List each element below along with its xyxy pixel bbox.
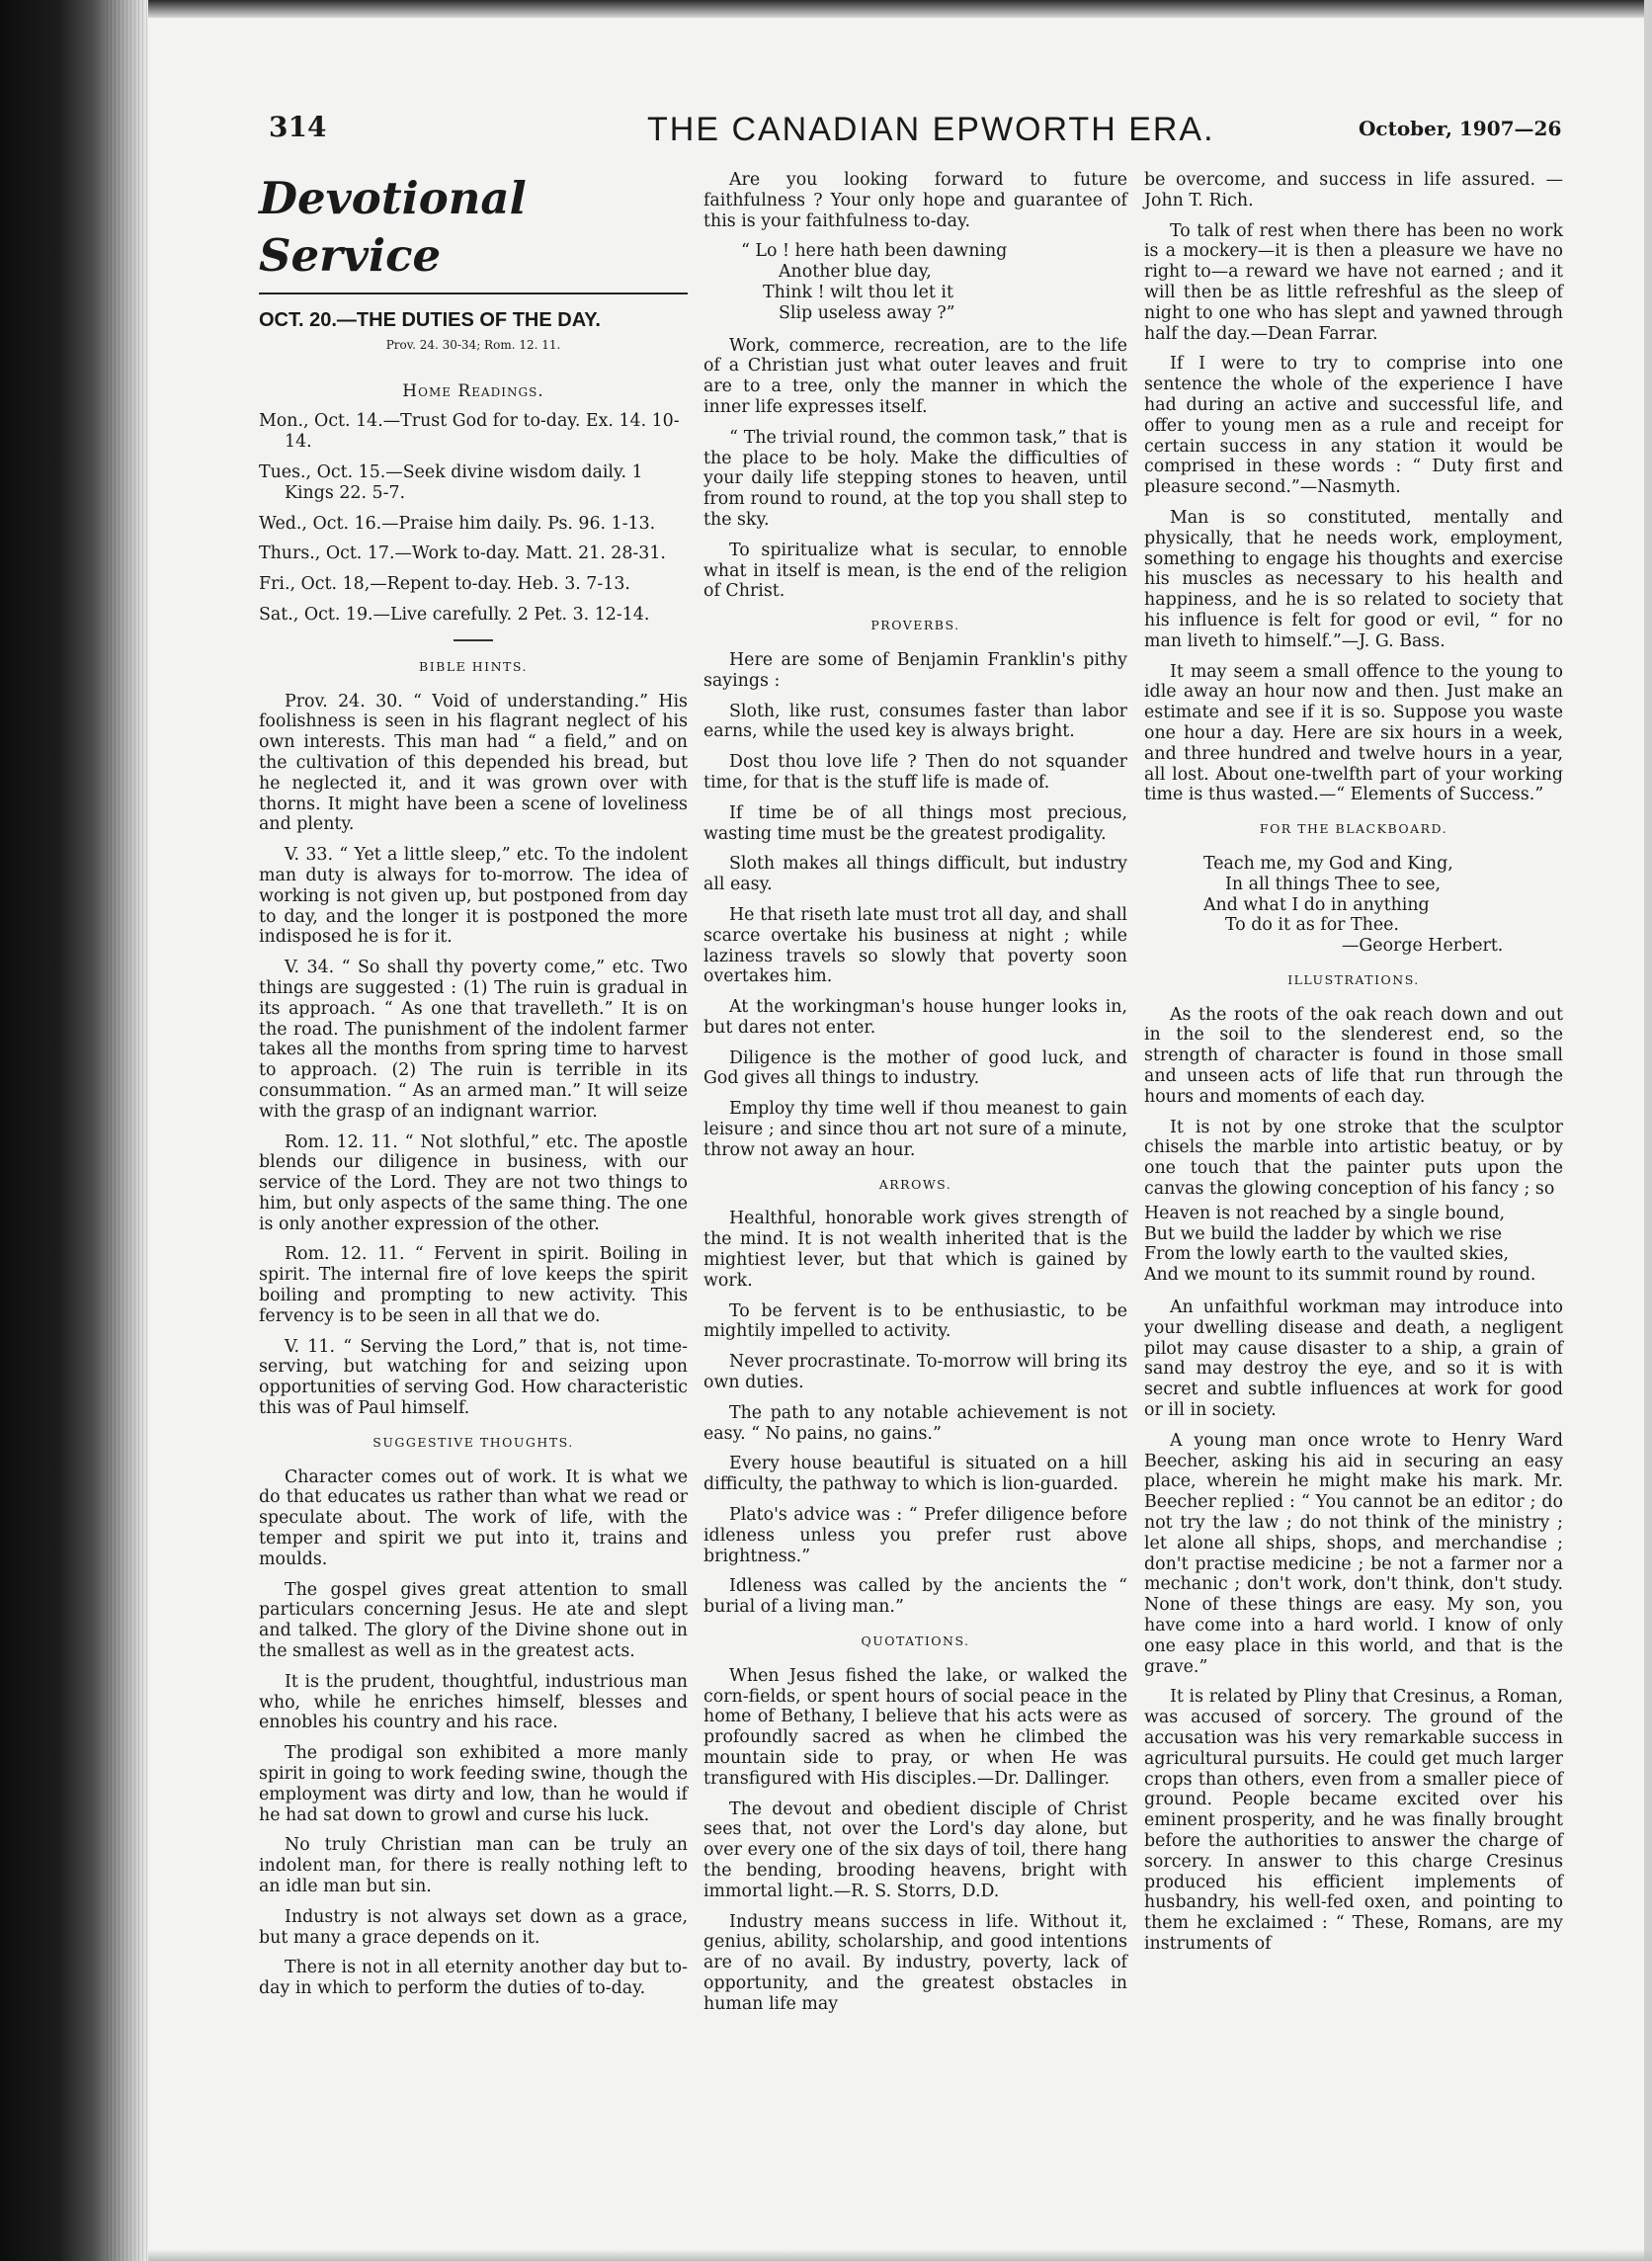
divider bbox=[454, 639, 493, 641]
home-readings-heading: Home Readings. bbox=[402, 380, 544, 401]
verse bbox=[1144, 1204, 1563, 1286]
magazine-title: THE CANADIAN EPWORTH ERA. bbox=[647, 111, 1215, 148]
paragraph: Every house beautiful is situated on a hill difficulty, the pathway to which is lion-guarded. bbox=[703, 1454, 1127, 1495]
paragraph: To be fervent is to be enthusiastic, to be mightily impelled to activity. bbox=[703, 1300, 1127, 1342]
paragraph: Here are some of Benjamin Franklin's pithy sayings : bbox=[703, 649, 1127, 691]
poem-line: Another blue day, bbox=[779, 262, 932, 283]
paragraph: Healthful, honorable work gives strength of the mind. It is not wealth inherited that is the mightiest lever, but that which is gained by work. bbox=[703, 1209, 1127, 1291]
paragraph: If I were to try to comprise into one sentence the whole of the experience I have had during an active and successful life, and offer to young men as a rule and receipt for certain success in any station it would be comprised in these words : “ Duty first and pleasure second.”—Nasmyth. bbox=[1144, 354, 1563, 498]
column-3 bbox=[1144, 170, 1563, 1965]
paragraph: Idleness was called by the ancients the “ burial of a living man.” bbox=[703, 1576, 1127, 1618]
paragraph: The gospel gives great attention to small particulars concerning Jesus. He ate and slept and talked. The glory of the Divine shone out in the smallest as well as in the greatest acts. bbox=[259, 1579, 688, 1662]
paragraph: To spiritualize what is secular, to ennoble what in itself is mean, is the end of the religion of Christ. bbox=[703, 540, 1127, 602]
section-title: Devotional Service bbox=[259, 172, 527, 282]
paragraph: Diligence is the mother of good luck, and God gives all things to industry. bbox=[703, 1047, 1127, 1089]
paragraph: The path to any notable achievement is not easy. “ No pains, no gains.” bbox=[703, 1402, 1127, 1444]
verse-line: And we mount to its summit round by round. bbox=[1144, 1265, 1536, 1286]
blackboard-poem bbox=[1144, 854, 1563, 957]
reading-item: Mon., Oct. 14.—Trust God for to-day. Ex. 14. 10-14. bbox=[259, 411, 680, 453]
column-2 bbox=[703, 170, 1127, 2025]
blackboard-heading: FOR THE BLACKBOARD. bbox=[1259, 821, 1448, 837]
paragraph: No truly Christian man can be truly an indolent man, for there is really nothing left to an idle man but sin. bbox=[259, 1835, 688, 1896]
reading-item: Fri., Oct. 18,—Repent to-day. Heb. 3. 7-13. bbox=[259, 574, 630, 595]
paragraph: To talk of rest when there has been no work is a mockery—it is then a pleasure we have no right to—a reward we have not earned ; and it will then be as little refreshful as the sleep of night to one who has slept and yawned through half the day.—Dean Farrar. bbox=[1144, 220, 1563, 344]
issue-date: October, 1907—26 bbox=[1359, 117, 1562, 140]
arrows-heading: ARROWS. bbox=[878, 1176, 952, 1192]
paragraph: It may seem a small offence to the young to idle away an hour now and then. Just make an estimate and see if it is so. Suppose you waste one hour a day. Here are six hours in a week, and three hundred and twelve hours in a year, all lost. About one-twelfth part of your working time is thus wasted.—“ Elements of Success.” bbox=[1144, 661, 1563, 805]
bible-hints-heading: BIBLE HINTS. bbox=[419, 658, 528, 674]
right-edge bbox=[1644, 0, 1652, 2261]
reading-item: Tues., Oct. 15.—Seek divine wisdom daily. 1 Kings 22. 5-7. bbox=[259, 461, 643, 503]
bottom-edge bbox=[148, 2249, 1652, 2261]
poem-line: In all things Thee to see, bbox=[1225, 874, 1442, 894]
verse-line: But we build the ladder by which we rise bbox=[1144, 1223, 1503, 1244]
paragraph: be overcome, and success in life assured. —John T. Rich. bbox=[1144, 170, 1563, 210]
paragraph: Man is so constituted, mentally and physically, that he needs work, employment, something to engage his thoughts and exercise his muscles as necessary to his health and happiness, and he is so related to society that his influence is felt for good or evil, “ for no man liveth to himself.”—J. G. Bass. bbox=[1144, 507, 1563, 651]
lesson-title: OCT. 20.—THE DUTIES OF THE DAY. bbox=[259, 309, 601, 331]
quotations-heading: QUOTATIONS. bbox=[861, 1633, 970, 1649]
paragraph: It is not by one stroke that the sculptor chisels the marble into artistic beatuy, or by one touch that the painter puts upon the canvas the glowing conception of his fancy ; so bbox=[1144, 1117, 1563, 1200]
paragraph: Rom. 12. 11. “ Not slothful,” etc. The apostle blends our diligence in business, with our service of the Lord. They are not two things to him, but only aspects of the same thing. The one is only another expression of the other. bbox=[259, 1131, 688, 1234]
column-1 bbox=[259, 170, 688, 2009]
poem-line: Think ! wilt thou let it bbox=[763, 282, 953, 302]
illustrations-heading: ILLUSTRATIONS. bbox=[1287, 971, 1420, 987]
paragraph: V. 33. “ Yet a little sleep,” etc. To the indolent man duty is always for to-morrow. The idea of working is not given up, but postponed from day to day, and the longer it is postponed the more indisposed he is for it. bbox=[259, 845, 688, 948]
verse-line: From the lowly earth to the vaulted skies, bbox=[1144, 1244, 1510, 1265]
proverbs-heading: PROVERBS. bbox=[870, 618, 960, 633]
paragraph: Never procrastinate. To-morrow will bring its own duties. bbox=[703, 1352, 1127, 1393]
paragraph: Character comes out of work. It is what we do that educates us rather than what we read or speculate about. The work of life, with the temper and spirit we put into it, trains and moulds. bbox=[259, 1466, 688, 1569]
paragraph: Sloth, like rust, consumes faster than labor earns, while the used key is always bright. bbox=[703, 701, 1127, 742]
poem-line: And what I do in anything bbox=[1203, 894, 1430, 915]
paragraph: It is the prudent, thoughtful, industrious man who, while he enriches himself, blesses and ennobles his country and his race. bbox=[259, 1671, 688, 1733]
poem-line: “ Lo ! here hath been dawning bbox=[741, 241, 1008, 262]
verse-line: Heaven is not reached by a single bound, bbox=[1144, 1203, 1505, 1223]
paragraph: A young man once wrote to Henry Ward Beecher, asking his aid in securing an easy place, wherein he might make his mark. Mr. Beecher replied : “ You cannot be an editor ; do not try the law ; do not think of the ministry ; let alone all ships, shops, and merchandise ; don't practise medicine ; be not a farmer nor a mechanic ; don't work, don't think, don't study. None of these things are easy. My son, you have come into a hard world. I know of only one easy place in this world, and that is the grave.” bbox=[1144, 1430, 1563, 1677]
top-shadow bbox=[148, 0, 1652, 18]
reading-item: Sat., Oct. 19.—Live carefully. 2 Pet. 3. 12-14. bbox=[259, 604, 650, 625]
poem bbox=[703, 241, 1127, 323]
paragraph: Dost thou love life ? Then do not squander time, for that is the stuff life is made of. bbox=[703, 752, 1127, 793]
suggestive-thoughts-heading: SUGGESTIVE THOUGHTS. bbox=[372, 1434, 574, 1450]
page-number: 314 bbox=[269, 111, 327, 143]
paragraph: Sloth makes all things difficult, but industry all easy. bbox=[703, 854, 1127, 895]
paragraph: There is not in all eternity another day but to-day in which to perform the duties of to-day. bbox=[259, 1958, 688, 1999]
paragraph: Industry means success in life. Without it, genius, ability, scholarship, and good intentions are of no avail. By industry, poverty, lack of opportunity, and the greatest obstacles in human life may bbox=[703, 1911, 1127, 2014]
paragraph: Rom. 12. 11. “ Fervent in spirit. Boiling in spirit. The internal fire of love keeps the spirit boiling and prompting to new activity. This fervency is to be seen in all that we do. bbox=[259, 1244, 688, 1326]
paragraph: Work, commerce, recreation, are to the life of a Christian just what outer leaves and fruit are to a tree, only the manner in which the inner life expresses itself. bbox=[703, 335, 1127, 417]
paragraph: Industry is not always set down as a grace, but many a grace depends on it. bbox=[259, 1906, 688, 1948]
paragraph: Are you looking forward to future faithfulness ? Your only hope and guarantee of this is your faithfulness to-day. bbox=[703, 170, 1127, 231]
paragraph: Prov. 24. 30. “ Void of understanding.” His foolishness is seen in his flagrant neglect of his own interests. This man had “ a field,” and on the cultivation of this depended his bread, but he neglected it, and it was grown over with thorns. It might have been a scene of loveliness and plenty. bbox=[259, 691, 688, 835]
paragraph: As the roots of the oak reach down and out in the soil to the slenderest end, so the strength of character is found in those small and unseen acts of life that run through the hours and moments of each day. bbox=[1144, 1004, 1563, 1107]
reading-item: Thurs., Oct. 17.—Work to-day. Matt. 21. 28-31. bbox=[259, 544, 666, 564]
paragraph: V. 34. “ So shall thy poverty come,” etc. Two things are suggested : (1) The ruin is gradual in its approach. “ As one that travelleth.” It is on the road. The punishment of the indolent farmer takes all the months from spring time to harvest to approach. (2) The ruin is terrible in its consummation. “ As an armed man.” It will seize with the grasp of an indignant warrior. bbox=[259, 958, 688, 1122]
page-edges bbox=[107, 0, 148, 2261]
paragraph: It is related by Pliny that Cresinus, a Roman, was accused of sorcery. The ground of the accusation was his very remarkable success in agricultural pursuits. He could get much larger crops than others, even from a smaller piece of ground. People became excited over his eminent prosperity, and he was finally brought before the authorities to answer the charge of sorcery. In answer to this charge Cresinus produced his efficient implements of husbandry, his well-fed oxen, and pointing to them he exclaimed : “ These, Romans, are my instruments of bbox=[1144, 1687, 1563, 1954]
paragraph: Employ thy time well if thou meanest to gain leisure ; and since thou art not sure of a minute, throw not away an hour. bbox=[703, 1099, 1127, 1160]
paragraph: “ The trivial round, the common task,” that is the place to be holy. Make the difficulties of your daily life stepping stones to heaven, until from round to round, at the top you shall step to the sky. bbox=[703, 427, 1127, 530]
home-readings-list bbox=[259, 411, 688, 625]
paragraph: At the workingman's house hunger looks in, but dares not enter. bbox=[703, 997, 1127, 1038]
paragraph: An unfaithful workman may introduce into your dwelling disease and death, a negligent pilot may cause disaster to a ship, a grain of sand may destroy the eye, and so it is with secret and subtle influences at work for good or ill in society. bbox=[1144, 1298, 1563, 1421]
paragraph: He that riseth late must trot all day, and shall scarce overtake his business at night ; while laziness travels so slowly that poverty soon overtakes him. bbox=[703, 904, 1127, 987]
paragraph: Plato's advice was : “ Prefer diligence before idleness unless you prefer rust above brightness.” bbox=[703, 1505, 1127, 1566]
reading-item: Wed., Oct. 16.—Praise him daily. Ps. 96. 1-13. bbox=[259, 513, 656, 534]
paragraph: If time be of all things most precious, wasting time must be the greatest prodigality. bbox=[703, 802, 1127, 844]
paragraph: The devout and obedient disciple of Christ sees that, not over the Lord's day alone, but over every one of the six days of toil, there hang the bending, brooding heavens, bright with immortal light.—R. S. Storrs, D.D. bbox=[703, 1799, 1127, 1901]
poem-line: Slip useless away ?” bbox=[779, 302, 955, 323]
lesson-reference: Prov. 24. 30-34; Rom. 12. 11. bbox=[385, 337, 561, 352]
paragraph: When Jesus fished the lake, or walked the corn-fields, or spent hours of social peace in the home of Bethany, I believe that his acts were as profoundly sacred as when he climbed the mountain side to pray, or when He was transfigured with His disciples.—Dr. Dallinger. bbox=[703, 1665, 1127, 1789]
title-rule bbox=[259, 293, 688, 294]
poem-line: Teach me, my God and King, bbox=[1203, 853, 1453, 874]
poem-line: To do it as for Thee. bbox=[1225, 915, 1399, 936]
paragraph: The prodigal son exhibited a more manly spirit in going to work feeding swine, though the employment was dirty and low, than he would if he had sat down to growl and curse his luck. bbox=[259, 1743, 688, 1825]
poem-author: —George Herbert. bbox=[1342, 936, 1504, 957]
paragraph: V. 11. “ Serving the Lord,” that is, not time-serving, but watching for and seizing upon opportunities of serving God. How characteristic this was of Paul himself. bbox=[259, 1336, 688, 1419]
